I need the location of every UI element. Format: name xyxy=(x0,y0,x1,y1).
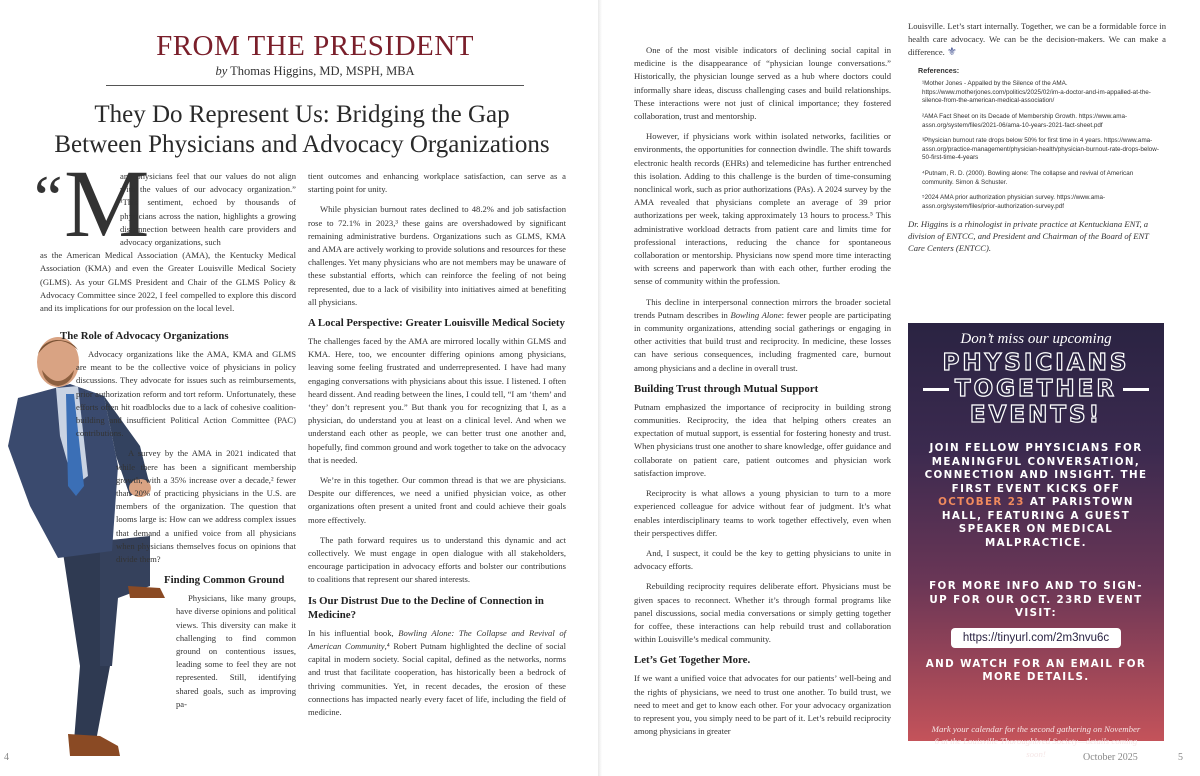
mid-paragraph-4: We’re in this together. Our common thread is that we are physicians. Despite our differences, we need a unified physician voice, as other organizations often present a united front and could achieve their goals more effectively. xyxy=(308,475,566,525)
closing-paragraph xyxy=(908,20,1166,60)
ad-footnote: Mark your calendar for the second gathering on November 6 at the Louisville Thoroughbred Society—details coming soon! xyxy=(931,723,1141,759)
heading-building-trust: Building Trust through Mutual Support xyxy=(634,382,819,395)
header-rule xyxy=(106,85,524,86)
ad-info: FOR MORE INFO AND TO SIGN-UP FOR OUR OCT. 23RD EVENT VISIT: xyxy=(929,580,1143,619)
right-paragraph-3-b: : fewer people are participating in community organizations, attending social gatherings or engaging in other activities that build trust and reciprocity. In medicine, these losses can have serious consequences, including fragmented care, burnout among physicians and a decline in overall trust. xyxy=(634,309,892,373)
right-paragraph-2: However, if physicians work within isolated networks, facilities or environments, the opportunities for connection dwindle. The shift towards electronic health records (EHRs) and telemedicine has further entrenched this isolation. Adding to this challenge is the burden of time-consuming nonclinical work, such as prior authorizations (PAs). A 2024 survey by the AMA revealed that physicians complete an average of 39 prior authorizations per week, taking approximately 13 hours to process.⁵ This administrative workload detracts from patient care and limits time for professional interactions, reducing the chance for spontaneous collaboration or mentorship. Physicians now spend more time interacting with screens and paperwork than with each other, further eroding the sense of community within the profession. xyxy=(634,131,891,287)
ad-body xyxy=(922,442,1150,550)
intro-paragraph: any physicians feel that our values do not align with the values of our advocacy organization.” ¹This sentiment, echoed by thousands of physicians across the nation, highlights a growing disconnection between health care providers and advocacy organizations, such xyxy=(120,171,296,248)
byline-by: by xyxy=(215,64,228,78)
mid-paragraph-3: The challenges faced by the AMA are mirrored locally within GLMS and KMA. Here, too, we encounter differing opinions among physicians, leaving some feeling frustrated and underrepresented. I have had many engaging conversations with physicians about this issue. I listened. I often heard dissent. And reading between the lines, I could tell, “I am ‘them’ and ‘they’ don’t represent you.” But thank you for recognizing that I, as a physician, do understand you at least on a clinical level. And when we understand each other as people, we can better trust one another and, hopefully, find common ground and work together to take on the advocacy that is needed. xyxy=(308,336,566,465)
column-header xyxy=(80,30,550,86)
ad-dash-right xyxy=(1123,388,1149,391)
mid-paragraph-6-a: In his influential book, xyxy=(308,627,399,638)
references xyxy=(908,67,1166,212)
left-page xyxy=(0,0,598,776)
drop-cap: M xyxy=(64,150,150,257)
signup-link[interactable]: https://tinyurl.com/2m3nvu6c xyxy=(951,628,1121,648)
heading-get-together: Let’s Get Together More. xyxy=(634,654,751,667)
ad-title-row xyxy=(908,376,1164,402)
ad-intro: Don’t miss our upcoming xyxy=(960,331,1112,347)
author-bio: Dr. Higgins is a rhinologist in private practice at Kentuckiana ENT, a division of ENTCC, and President and Chairman of the Board of ENT Care Centers (ENTCC). xyxy=(908,219,1149,254)
right-paragraph-8: If we want a unified voice that advocates for our patients’ well-being and the rights of physicians, we need to trust one another. To build trust, we need to meet and get to know each other. For your advocacy organization to represent you, you simply need to be part of it. Let’s rebuild reciprocity among physicians in greater xyxy=(634,673,891,737)
mid-paragraph-2: While physician burnout rates declined to 48.2% and job satisfaction rose to 72.1% in 2023,³ these gains are overshadowed by significant remaining administrative burdens. Organizations such as GLMS, KMA and AMA are actively working to provide solutions and resources for these challenges. Yet many physicians who are not members may be unaware of these substantial efforts, which can reinforce the feeling of not being represented, due to a lack of visibility into initiatives aimed at benefiting all physicians. xyxy=(308,204,566,307)
right-paragraph-5: Reciprocity is what allows a young physician to turn to a more experienced colleague for advice without fear of judgment. It’s what enables interdisciplinary teams to work together effectively, even when their perspectives differ. xyxy=(634,488,891,538)
heading-role: The Role of Advocacy Organizations xyxy=(60,330,229,342)
headline-line-1: They Do Represent Us: Bridging the Gap xyxy=(94,101,510,128)
right-column-2 xyxy=(908,20,1166,254)
book-title-bowling-alone: Bowling Alone: The Collapse and Revival of American Community xyxy=(308,627,567,651)
ad-body-a: JOIN FELLOW PHYSICIANS FOR MEANINGFUL CONVERSATION, CONNECTION AND INSIGHT. THE FIRST EVENT KICKS OFF xyxy=(924,442,1148,495)
right-paragraph-3-a: This decline in interpersonal connection mirrors the broader societal trends Putnam describes in xyxy=(634,296,891,320)
page-number-left: 4 xyxy=(4,752,9,763)
heading-distrust: Is Our Distrust Due to the Decline of Connection in Medicine? xyxy=(308,594,544,621)
reference-item[interactable]: ¹Mother Jones - Appalled by the Silence of the AMA. https://www.motherjones.com/politics/2025/02/im-a-doctor-and-im-appalled-at-the-silence-from-the-american-medical-association/ xyxy=(922,80,1151,105)
fleur-de-lis-icon: ⚜ xyxy=(946,46,957,59)
mid-paragraph-6-b: ,⁴ Robert Putnam highlighted the decline of social capital in modern society. Social capital, defined as the networks, norms and trust that facilitate cooperation, has historically been a bedrock of thriving communities. Yet, in recent decades, the erosion of these connections has impacted nearly every facet of life, including the field of medicine. xyxy=(308,640,567,717)
ad-body-b: AT PARISTOWN HALL, FEATURING A GUEST SPEAKER ON MEDICAL MALPRACTICE. xyxy=(941,496,1134,549)
paragraph-common-ground: Physicians, like many groups, have diverse opinions and political views. This diversity can make it challenging to find common ground on contentious issues, leading some to feel they are not represented. Still, identifying shared goals, such as improving pa- xyxy=(176,593,296,709)
byline xyxy=(80,64,550,79)
references-title: References: xyxy=(918,65,960,75)
left-column-body xyxy=(40,323,296,718)
ad-event-date: OCTOBER 23 xyxy=(938,496,1025,508)
right-paragraph-7: Rebuilding reciprocity requires deliberate effort. Physicians must be given spaces to reconnect. Whether it’s through formal programs like panel discussions, social media conversations or simply getting together for coffee, these interactions can help rebuild trust and collaboration within Louisville’s medical community. xyxy=(634,581,891,645)
closing-text: Louisville. Let’s start internally. Together, we can be a formidable force in health care advocacy. We can be the decision-makers. We can make a difference. xyxy=(908,21,1166,58)
right-column-1 xyxy=(634,44,891,745)
paragraph-role: Advocacy organizations like the AMA, KMA and GLMS are meant to be the collective voice of physicians in policy discussions. They advocate for issues such as reimbursements, prior authorization reform and tort reform. Unfortunately, these efforts often hit roadblocks due to a lack of cohesive coalition-building and insufficient Political Action Committee (PAC) contributions. xyxy=(76,349,296,439)
ad-watch-email: AND WATCH FOR AN EMAIL FOR MORE DETAILS. xyxy=(925,657,1147,683)
ad-title-events: EVENTS! xyxy=(969,402,1103,428)
reference-item[interactable]: ⁵2024 AMA prior authorization physician survey. https://www.ama-assn.org/system/files/prior-authorization-survey.pdf xyxy=(922,194,1106,210)
mid-paragraph-5: The path forward requires us to understand this dynamic and act collectively. We must engage in open dialogue with all stakeholders, encourage participation in advocacy efforts and bolster our contributions to coalitions that represent our shared interests. xyxy=(308,534,566,585)
page-number-right: 5 xyxy=(1178,752,1183,763)
left-column-intro xyxy=(40,170,296,322)
author-name: Thomas Higgins, MD, MSPH, MBA xyxy=(230,64,415,78)
heading-local-perspective: A Local Perspective: Greater Louisville Medical Society xyxy=(308,317,565,330)
mid-paragraph-6 xyxy=(308,627,566,719)
right-paragraph-6: And, I suspect, it could be the key to getting physicians to unite in advocacy efforts. xyxy=(634,547,891,572)
mid-paragraph-1: tient outcomes and enhancing workplace satisfaction, can serve as a starting point for unity. xyxy=(308,171,566,195)
issue-date: October 2025 xyxy=(1083,752,1138,763)
reference-item[interactable]: ³Physician burnout rate drops below 50% for first time in 4 years. https://www.ama-assn.org/practice-management/physician-health/physician-burnout-rate-drops-below-50-first-time-4-years xyxy=(922,137,1159,162)
ad-title-physicians: PHYSICIANS xyxy=(942,350,1130,376)
right-paragraph-3 xyxy=(634,296,891,375)
pull-quote-mark: “ xyxy=(34,162,63,233)
photo-shoe-left xyxy=(68,734,120,756)
paragraph-survey: A survey by the AMA in 2021 indicated that while there has been a significant membership growth, with a 35% increase over a decade,² fewer than 20% of practicing physicians in the U.S. are members of the organization. The question that looms large is: How can we address complex issues that demand a unified voice from all physicians when physicians themselves focus on opinions that divide them? xyxy=(116,448,296,565)
heading-common-ground: Finding Common Ground xyxy=(164,574,285,587)
book-title-inline: Bowling Alone xyxy=(730,309,782,320)
section-kicker: FROM THE PRESIDENT xyxy=(156,30,474,62)
intro-paragraph-cont: as the American Medical Association (AMA), the Kentucky Medical Association (KMA) and even the Greater Louisville Medical Society (GLMS). As your GLMS President and Chair of the GLMS Policy & Advocacy Committee since 2022, I feel compelled to explore this discord and its implications for our profession on the local level. xyxy=(40,250,296,314)
right-paragraph-1: One of the most visible indicators of declining social capital in medicine is the disappearance of “physician lounge conversations.” Historically, the physician lounge served as a hub where doctors could informally share ideas, discuss challenging cases and build relationships. These interactions were not just of clinical importance; they fostered collaboration, trust and mentorship. xyxy=(634,45,891,122)
headline-line-2: Between Physicians and Advocacy Organizations xyxy=(54,131,550,158)
middle-column xyxy=(308,170,566,726)
reference-item[interactable]: ²AMA Fact Sheet on its Decade of Membership Growth. https://www.ama-assn.org/system/files/2021-06/ama-10-years-2021-fact-sheet.pdf xyxy=(922,112,1128,129)
ad-dash-left xyxy=(923,388,949,391)
ad-title-together: TOGETHER xyxy=(954,376,1118,402)
right-paragraph-4: Putnam emphasized the importance of reciprocity in building strong communities. Reciprocity, the idea that helping others creates an expectation of mutual support, is essential for fostering honesty and trust. When physicians trust one another to share knowledge, offer guidance and collaborate on patient care, patient outcomes and physician work satisfaction improve. xyxy=(634,401,891,478)
reference-item: ⁴Putnam, R. D. (2000). Bowling alone: The collapse and revival of American community. Simon & Schuster. xyxy=(922,169,1134,186)
